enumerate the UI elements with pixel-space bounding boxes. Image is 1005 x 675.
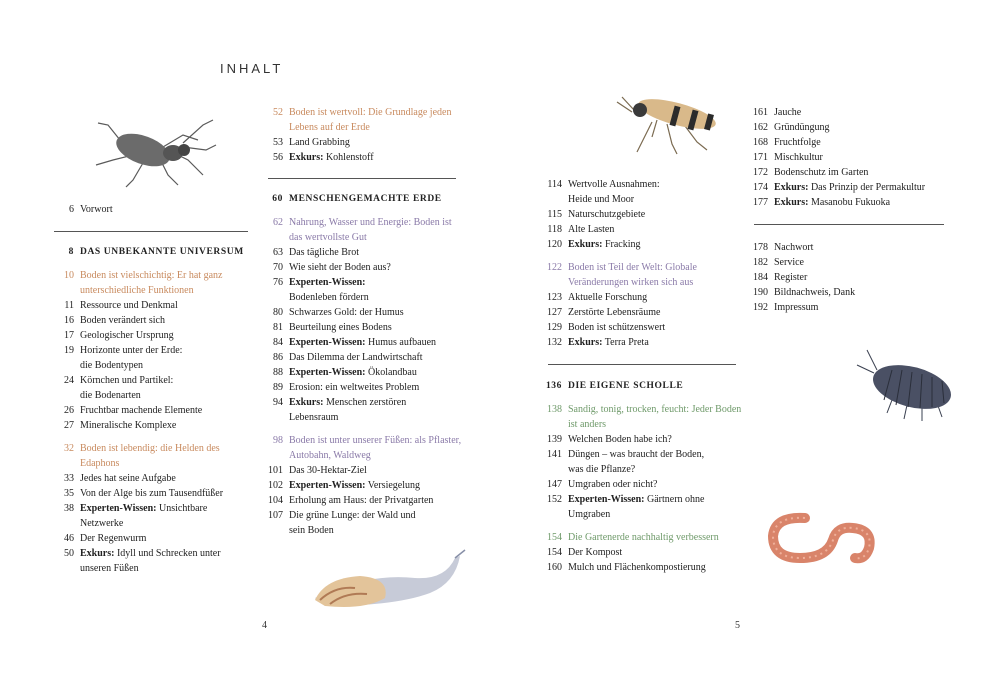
page-number: 11 (64, 300, 74, 311)
entry-text: Humus aufbauen (365, 337, 437, 348)
entry-title (289, 493, 463, 508)
entry-title (289, 478, 463, 493)
earthworm-illustration (765, 508, 885, 566)
entry-text: Jedes hat seine Aufgabe (80, 473, 176, 484)
entry-text: Mischkultur (774, 152, 823, 163)
entry-text: Mulch und Flächenkompostierung (568, 562, 706, 573)
page-number: 89 (273, 382, 283, 393)
entry-text: Aktuelle Forschung (568, 292, 648, 303)
entry-text-continued: Lebensraum (289, 412, 339, 423)
entry-title (568, 320, 742, 335)
entry-text: Erholung am Haus: der Privatgarten (289, 495, 434, 506)
toc-entry[interactable] (263, 463, 463, 478)
toc-entry[interactable] (542, 320, 742, 335)
toc-entry[interactable] (263, 350, 463, 365)
page-number: 104 (268, 495, 283, 506)
entry-title (568, 177, 742, 207)
toc-entry[interactable] (263, 395, 463, 425)
entry-label: Exkurs: (80, 548, 115, 559)
page-number: 81 (273, 322, 283, 333)
toc-entry[interactable] (748, 285, 958, 300)
entry-title (80, 471, 254, 486)
entry-title (289, 135, 463, 150)
toc-entry[interactable] (542, 447, 742, 477)
entry-text: Unsichtbare (156, 503, 208, 514)
entry-title (80, 546, 254, 576)
entry-title (568, 560, 742, 575)
toc-column-4 (748, 105, 958, 210)
entry-text-continued: Heide und Moor (568, 194, 635, 205)
entry-text: Der Regenwurm (80, 533, 147, 544)
entry-text: Das tägliche Brot (289, 247, 359, 258)
entry-title (289, 320, 463, 335)
page-number: 84 (273, 337, 283, 348)
entry-text-continued: die Bodentypen (80, 360, 144, 371)
page-number: 6 (69, 204, 74, 215)
entry-label: Exkurs: (774, 182, 809, 193)
entry-title (289, 380, 463, 395)
entry-title (80, 328, 254, 343)
entry-text: Fracking (602, 239, 641, 250)
entry-title (80, 298, 254, 313)
toc-entry[interactable] (748, 150, 958, 165)
divider (268, 178, 456, 179)
entry-text: Der Kompost (568, 547, 623, 558)
toc-entry[interactable] (263, 245, 463, 260)
entry-title (774, 195, 958, 210)
page-number: 154 (547, 547, 562, 558)
entry-title (289, 463, 463, 478)
entry-text: Geologischer Ursprung (80, 330, 174, 341)
entry-label: Experten-Wissen: (80, 503, 157, 514)
toc-entry[interactable] (542, 177, 742, 207)
toc-entry[interactable] (542, 207, 742, 222)
entry-label: Exkurs: (289, 397, 324, 408)
page-number: 147 (547, 479, 562, 490)
entry-text: Terra Preta (602, 337, 649, 348)
page-number: 63 (273, 247, 283, 258)
page-number: 120 (547, 239, 562, 250)
entry-text: Kohlenstoff (323, 152, 374, 163)
page-title: INHALT (220, 61, 284, 76)
toc-entry[interactable] (263, 150, 463, 165)
page-number-right: 5 (735, 620, 740, 631)
toc-entry[interactable] (263, 380, 463, 395)
page-number: 102 (268, 480, 283, 491)
toc-entry[interactable] (263, 320, 463, 335)
toc-entry[interactable] (263, 365, 463, 380)
toc-entry[interactable] (263, 135, 463, 150)
entry-text: Boden ist schützenswert (568, 322, 666, 333)
divider (54, 231, 248, 232)
toc-entry[interactable] (542, 290, 742, 305)
entry-text-continued: Netzwerke (80, 518, 124, 529)
entry-text-continued: die Bodenarten (80, 390, 141, 401)
entry-text: Ressource und Denkmal (80, 300, 178, 311)
entry-text: Horizonte unter der Erde: (80, 345, 183, 356)
chapter-heading[interactable]: 122 Boden ist Teil der Welt: Globale Veränderungen wirken sich aus (547, 262, 697, 288)
page-number: 33 (64, 473, 74, 484)
page-number: 86 (273, 352, 283, 363)
page-number: 162 (753, 122, 768, 133)
entry-title (289, 365, 463, 380)
entry-text: Die grüne Lunge: der Wald und (289, 510, 416, 521)
chapter-heading[interactable]: 62 Nahrung, Wasser und Energie: Boden ist das wertvollste Gut (273, 217, 452, 243)
woodlouse-illustration (852, 345, 962, 425)
entry-title (774, 105, 958, 120)
toc-entry[interactable] (263, 478, 463, 493)
toc-entry[interactable] (542, 237, 742, 252)
entry-title (568, 492, 742, 522)
page-number: 35 (64, 488, 74, 499)
page-number: 107 (268, 510, 283, 521)
entry-title (289, 245, 463, 260)
entry-title (568, 432, 742, 447)
chapter-heading[interactable]: 10 Boden ist vielschichtig: Er hat ganz unterschiedliche Funktionen (64, 270, 223, 296)
entry-title (568, 545, 742, 560)
page-number: 168 (753, 137, 768, 148)
entry-text: Erosion: ein weltweites Problem (289, 382, 420, 393)
toc-entry[interactable] (54, 546, 254, 576)
toc-entry[interactable] (54, 531, 254, 546)
toc-entry[interactable] (542, 222, 742, 237)
entry-title (289, 305, 463, 320)
entry-title (568, 477, 742, 492)
entry-label: Exkurs: (568, 337, 603, 348)
toc-column-3 (542, 177, 742, 350)
page-number: 38 (64, 503, 74, 514)
page-number: 70 (273, 262, 283, 273)
entry-label: Experten-Wissen: (568, 494, 645, 505)
toc-entry[interactable] (54, 328, 254, 343)
entry-label: Experten-Wissen: (289, 277, 366, 288)
entry-text: Jauche (774, 107, 802, 118)
entry-title (568, 290, 742, 305)
chapter-heading[interactable]: 138 Sandig, tonig, trocken, feucht: Jeder Boden ist anders (547, 404, 742, 430)
entry-title: Vorwort (80, 204, 113, 215)
chapter-heading[interactable]: 154 Die Gartenerde nachhaltig verbessern (547, 532, 719, 543)
toc-entry[interactable] (54, 373, 254, 403)
entry-text: Service (774, 257, 804, 268)
page-number: 160 (547, 562, 562, 573)
entry-text: Masanobu Fukuoka (808, 197, 891, 208)
entry-text: Bildnachweis, Dank (774, 287, 856, 298)
page-number: 182 (753, 257, 768, 268)
page-number: 152 (547, 494, 562, 505)
toc-entry[interactable] (542, 545, 742, 560)
page-number-left: 4 (262, 620, 267, 631)
beetle-illustration (88, 105, 218, 195)
toc-column-2 (263, 105, 463, 165)
toc-entry[interactable] (748, 165, 958, 180)
toc-entry[interactable] (542, 477, 742, 492)
toc-column-2-section (263, 192, 463, 538)
entry-text: Land Grabbing (289, 137, 350, 148)
page-number: 129 (547, 322, 562, 333)
entry-title (289, 335, 463, 350)
page-number: 190 (753, 287, 768, 298)
entry-text: Alte Lasten (568, 224, 615, 235)
entry-title (774, 150, 958, 165)
entry-title (289, 395, 463, 425)
entry-title (774, 255, 958, 270)
entry-text: Beurteilung eines Bodens (289, 322, 392, 333)
entry-text: Von der Alge bis zum Tausendfüßer (80, 488, 224, 499)
entry-title (774, 165, 958, 180)
toc-column-4-back (748, 240, 958, 315)
page-number: 53 (273, 137, 283, 148)
entry-text-continued: was die Pflanze? (568, 464, 636, 475)
entry-title (80, 531, 254, 546)
snail-illustration (305, 548, 470, 618)
chapter-heading[interactable]: 52 Boden ist wertvoll: Die Grundlage jeden Lebens auf der Erde (273, 107, 452, 133)
toc-entry[interactable] (54, 418, 254, 433)
toc-entry[interactable] (54, 298, 254, 313)
entry-text: Mineralische Komplexe (80, 420, 177, 431)
page-number: 26 (64, 405, 74, 416)
entry-text: Schwarzes Gold: der Humus (289, 307, 404, 318)
entry-text: Düngen – was braucht der Boden, (568, 449, 705, 460)
page-number: 141 (547, 449, 562, 460)
entry-label: Exkurs: (568, 239, 603, 250)
toc-entry[interactable] (263, 275, 463, 305)
entry-text: Das Prinzip der Permakultur (808, 182, 926, 193)
entry-title (80, 343, 254, 373)
toc-entry[interactable] (54, 403, 254, 418)
wasp-beetle-illustration (612, 92, 727, 157)
entry-title (80, 501, 254, 531)
page-number: 172 (753, 167, 768, 178)
toc-entry[interactable] (542, 492, 742, 522)
toc-entry[interactable] (748, 105, 958, 120)
entry-text: Wertvolle Ausnahmen: (568, 179, 660, 190)
entry-text: Fruchtbar machende Elemente (80, 405, 203, 416)
page-number: 118 (547, 224, 562, 235)
entry-text: Ökolandbau (365, 367, 417, 378)
toc-entry[interactable] (748, 300, 958, 315)
page-number: 46 (64, 533, 74, 544)
toc-entry[interactable] (54, 343, 254, 373)
entry-text: Körnchen und Partikel: (80, 375, 174, 386)
toc-entry[interactable] (748, 270, 958, 285)
entry-text-continued: Umgraben (568, 509, 611, 520)
entry-text: Gärtnern ohne (644, 494, 705, 505)
toc-entry[interactable] (542, 305, 742, 320)
entry-title (80, 373, 254, 403)
page-number: 17 (64, 330, 74, 341)
entry-text-continued: sein Boden (289, 525, 334, 536)
chapter-heading[interactable]: 32 Boden ist lebendig: die Helden des Edaphons (64, 443, 220, 469)
toc-entry[interactable] (748, 195, 958, 210)
entry-text: Nachwort (774, 242, 814, 253)
page-number: 114 (547, 179, 562, 190)
chapter-heading[interactable]: 98 Boden ist unter unserer Füßen: als Pflaster, Autobahn, Waldweg (273, 435, 462, 461)
entry-label: Exkurs: (289, 152, 324, 163)
entry-text: Wie sieht der Boden aus? (289, 262, 391, 273)
divider (754, 224, 944, 225)
section-heading[interactable]: 136 DIE EIGENE SCHOLLE (545, 381, 684, 391)
entry-title (80, 486, 254, 501)
toc-entry[interactable] (542, 432, 742, 447)
toc-entry[interactable] (263, 335, 463, 350)
page-number: 115 (547, 209, 562, 220)
entry-title (568, 207, 742, 222)
entry-text-continued: Bodenleben fördern (289, 292, 369, 303)
entry-title (774, 180, 958, 195)
entry-title (774, 285, 958, 300)
entry-text-continued: unseren Füßen (80, 563, 139, 574)
entry-label: Experten-Wissen: (289, 367, 366, 378)
entry-text: Welchen Boden habe ich? (568, 434, 672, 445)
entry-text: Idyll und Schrecken unter (114, 548, 221, 559)
entry-title (289, 350, 463, 365)
page-number: 16 (64, 315, 74, 326)
page-number: 192 (753, 302, 768, 313)
entry-title (774, 120, 958, 135)
page-number: 171 (753, 152, 768, 163)
toc-entry-vorwort[interactable] (54, 202, 254, 217)
toc-entry[interactable] (748, 180, 958, 195)
page-number: 174 (753, 182, 768, 193)
entry-title (289, 508, 463, 538)
toc-column-1 (54, 202, 254, 217)
page-number: 177 (753, 197, 768, 208)
section-heading[interactable]: 60 MENSCHENGEMACHTE ERDE (272, 194, 442, 204)
toc-entry[interactable] (263, 260, 463, 275)
toc-entry[interactable] (263, 493, 463, 508)
entry-title (289, 260, 463, 275)
toc-entry[interactable] (748, 120, 958, 135)
page-number: 101 (268, 465, 283, 476)
entry-title (568, 335, 742, 350)
entry-text: Versiegelung (365, 480, 421, 491)
entry-title (568, 447, 742, 477)
entry-title (568, 237, 742, 252)
page-number: 178 (753, 242, 768, 253)
entry-text: Umgraben oder nicht? (568, 479, 658, 490)
page-number: 50 (64, 548, 74, 559)
divider (548, 364, 736, 365)
page-number: 127 (547, 307, 562, 318)
toc-column-3-section (542, 379, 742, 575)
entry-text: Gründüngung (774, 122, 830, 133)
toc-entry[interactable] (54, 471, 254, 486)
entry-text: Das Dilemma der Landwirtschaft (289, 352, 423, 363)
toc-entry[interactable] (748, 135, 958, 150)
entry-title (80, 313, 254, 328)
section-heading[interactable]: 8 DAS UNBEKANNTE UNIVERSUM (68, 247, 244, 257)
page-number: 27 (64, 420, 74, 431)
entry-label: Experten-Wissen: (289, 480, 366, 491)
page-number: 80 (273, 307, 283, 318)
entry-text: Register (774, 272, 808, 283)
entry-title (774, 300, 958, 315)
entry-title (774, 135, 958, 150)
toc-entry[interactable] (263, 508, 463, 538)
page-number: 94 (273, 397, 283, 408)
entry-text: Menschen zerstören (323, 397, 407, 408)
entry-text: Bodenschutz im Garten (774, 167, 869, 178)
page-number: 76 (273, 277, 283, 288)
toc-entry[interactable] (54, 313, 254, 328)
toc-entry[interactable] (748, 255, 958, 270)
toc-entry[interactable] (263, 305, 463, 320)
toc-entry[interactable] (542, 560, 742, 575)
entry-title (80, 403, 254, 418)
page-number: 88 (273, 367, 283, 378)
page-number: 161 (753, 107, 768, 118)
entry-text: Das 30-Hektar-Ziel (289, 465, 367, 476)
page-number: 139 (547, 434, 562, 445)
page-number: 123 (547, 292, 562, 303)
entry-text: Impressum (774, 302, 819, 313)
entry-title (774, 270, 958, 285)
entry-title (80, 418, 254, 433)
toc-entry[interactable] (54, 501, 254, 531)
entry-title (568, 305, 742, 320)
toc-entry[interactable] (542, 335, 742, 350)
page-number: 184 (753, 272, 768, 283)
toc-entry[interactable] (54, 486, 254, 501)
page-number: 56 (273, 152, 283, 163)
entry-title (568, 222, 742, 237)
entry-text: Boden verändert sich (80, 315, 165, 326)
entry-text: Fruchtfolge (774, 137, 821, 148)
toc-column-1-section (54, 245, 254, 576)
entry-text: Zerstörte Lebensräume (568, 307, 661, 318)
entry-title (774, 240, 958, 255)
entry-label: Exkurs: (774, 197, 809, 208)
entry-label: Experten-Wissen: (289, 337, 366, 348)
entry-text: Naturschutzgebiete (568, 209, 646, 220)
toc-entry[interactable] (748, 240, 958, 255)
page-number: 132 (547, 337, 562, 348)
entry-title (289, 150, 463, 165)
entry-title (289, 275, 463, 305)
page-number: 24 (64, 375, 74, 386)
page-number: 19 (64, 345, 74, 356)
